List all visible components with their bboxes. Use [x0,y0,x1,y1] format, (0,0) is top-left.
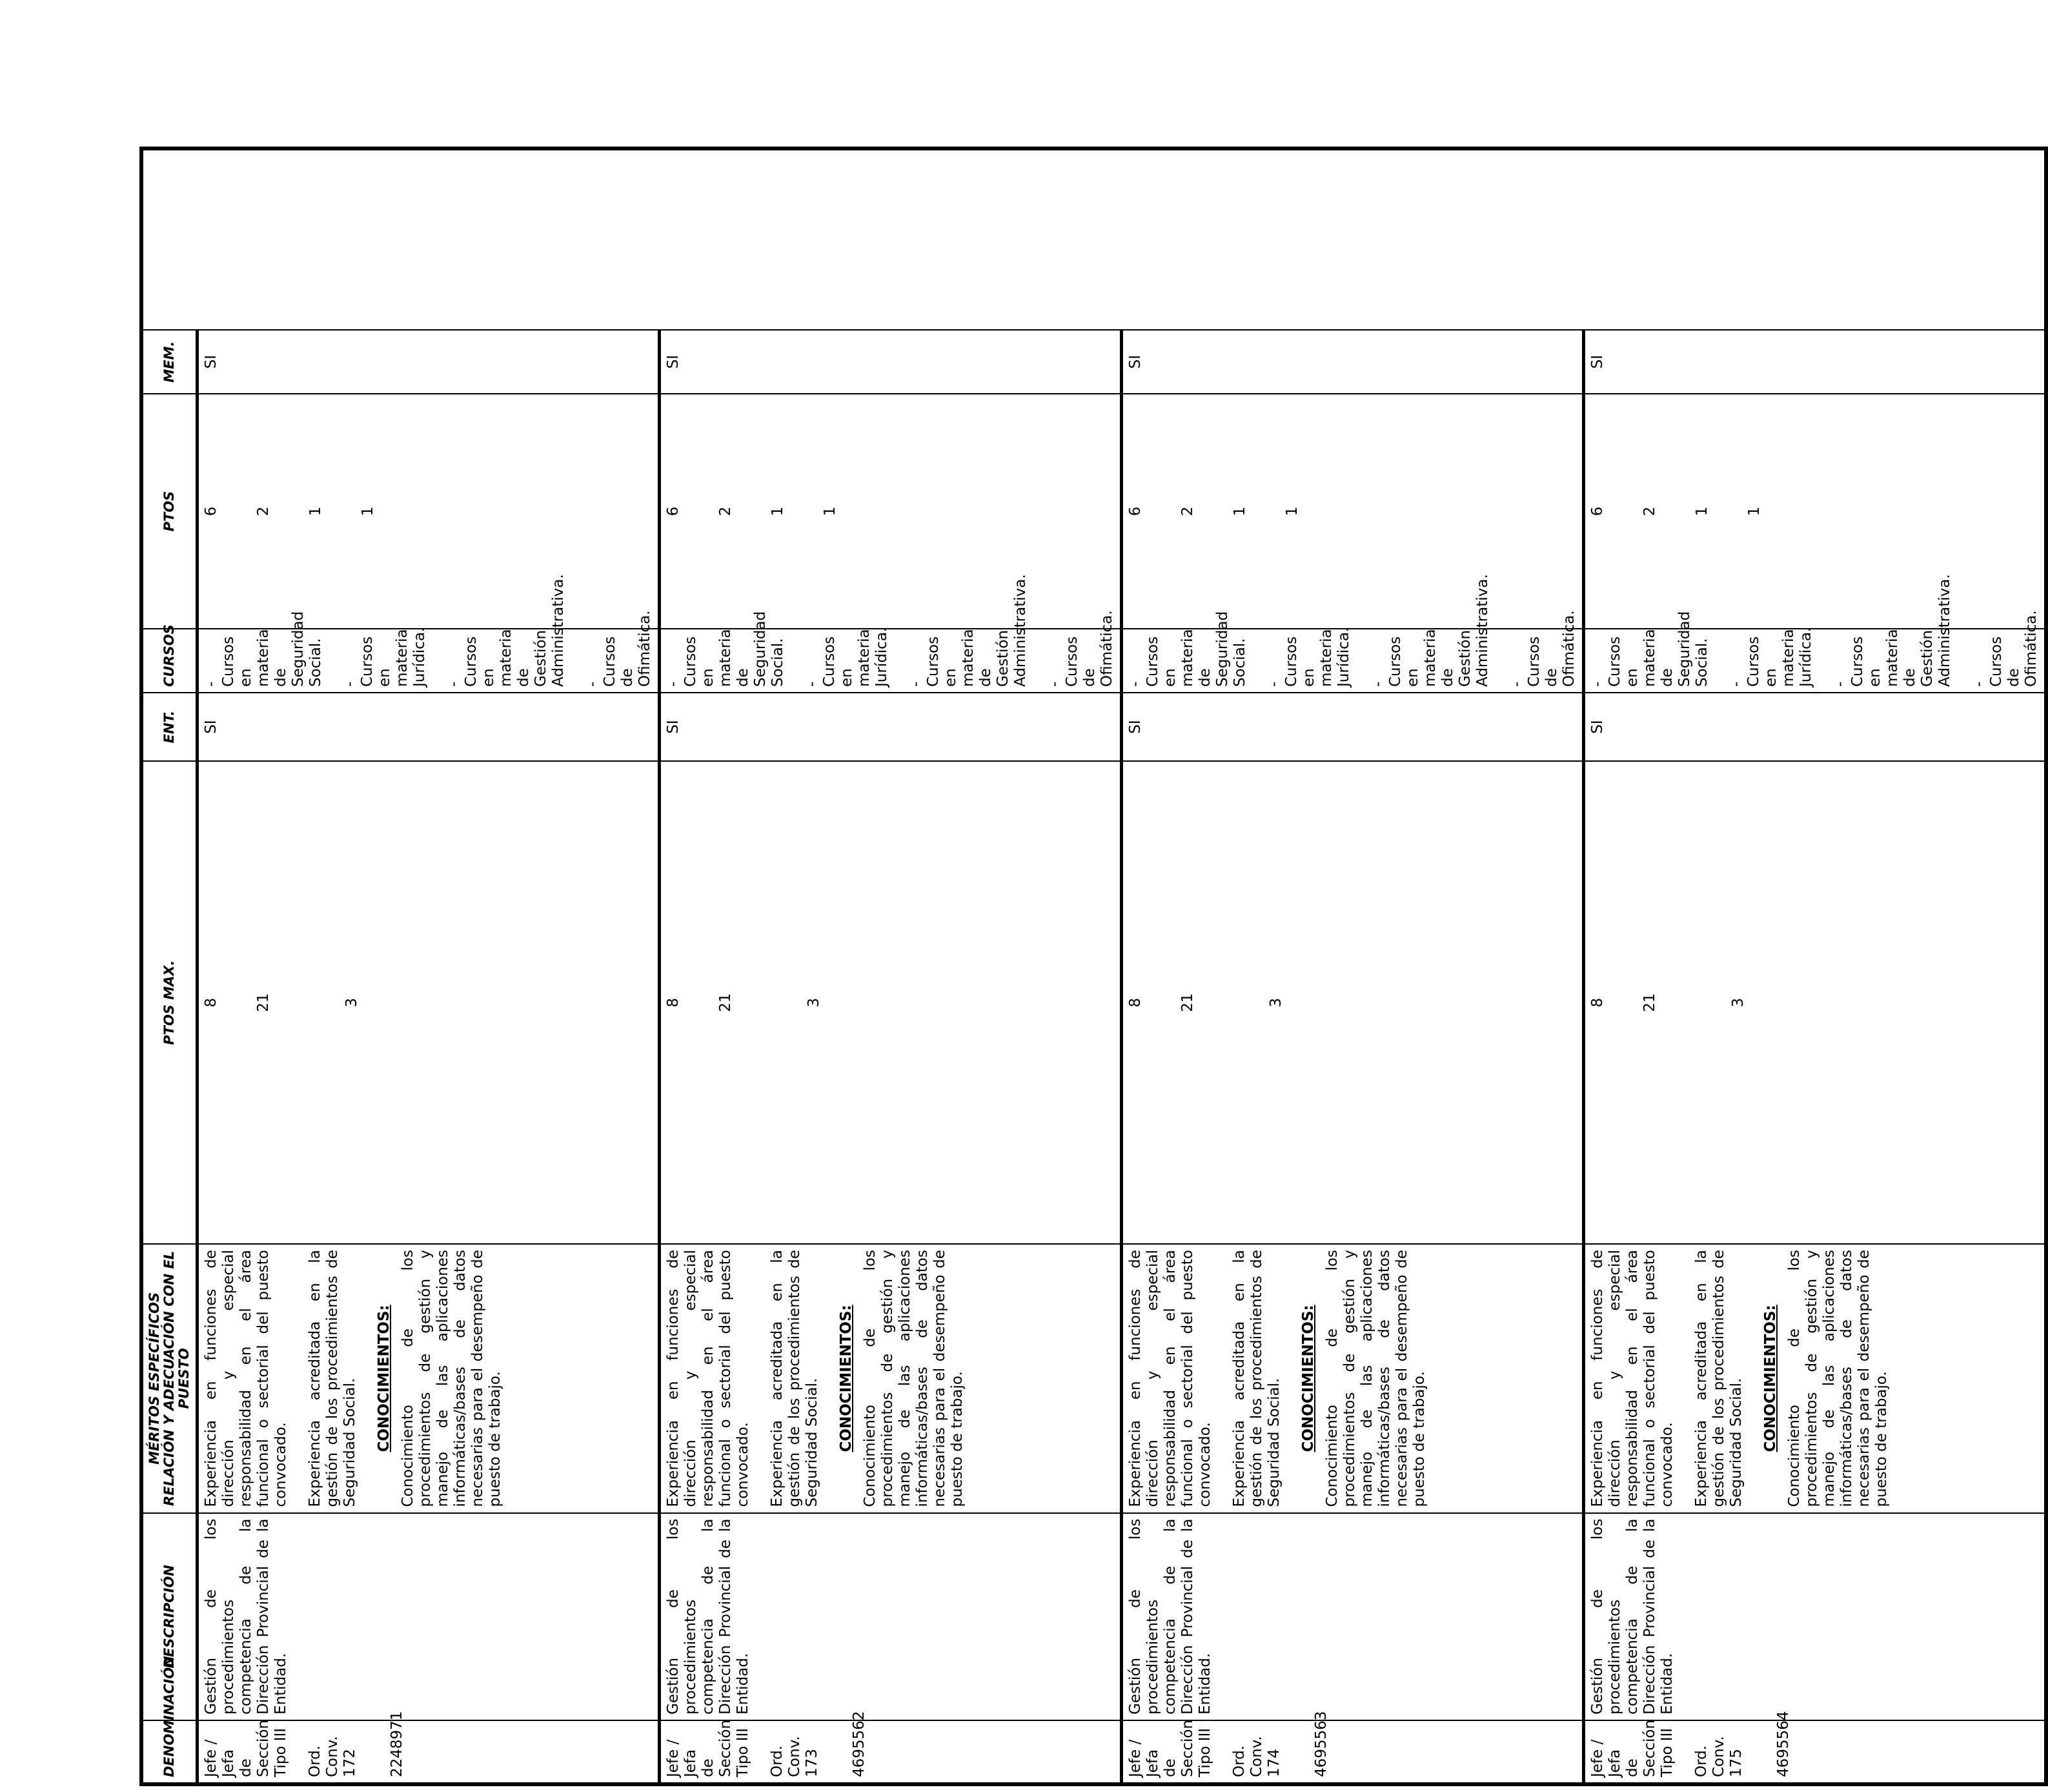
cell-denominacion [660,1711,1122,1784]
curso-item: -Cursos en materia Jurídica. [804,627,890,687]
curso-item: -Cursos en materia de Seguridad Social. [1127,611,1248,687]
cell-cursos [198,574,660,693]
merito-direccion: Experiencia en funciones de dirección y especial responsabilidad en el área funcional o sectorial del puesto convocado. [1127,1250,1213,1507]
ptos-max-value: 3 [806,997,822,1008]
ptos-value: 1 [769,506,786,516]
cell-denominacion [1584,1711,2047,1784]
curso-item: -Cursos en materia de Seguridad Social. [1589,611,1710,687]
cell-descripcion: Gestión de los procedimientos competencia de la Dirección Provincial de la Entidad. [198,1513,660,1720]
cell-ptos [660,394,1122,629]
header-mem: MEM. [141,330,198,394]
ptos-value: 1 [360,506,376,516]
codigo-text: 2248971 [389,1711,405,1777]
curso-item: -Cursos en materia de Seguridad Social. [203,611,324,687]
ord-conv-text: Ord. Conv. 173 [769,1736,820,1777]
ptos-value: 1 [307,506,324,516]
merito-experiencia: Experiencia acreditada en la gestión de los procedimientos de Seguridad Social. [1231,1250,1283,1507]
ptos-value: 1 [1232,506,1248,516]
curso-item: -Cursos en materia Jurídica. [1728,627,1814,687]
ptos-value: 1 [1746,506,1763,516]
cell-ptos-max [1584,761,2047,1244]
cell-ptos [1584,394,2047,629]
conocimientos-heading: CONOCIMIENTOS: [1762,1305,1779,1452]
cell-ptos [198,394,660,629]
cell-descripcion: Gestión de los procedimientos competencia de la Dirección Provincial de la Entidad. [1122,1513,1584,1720]
ptos-value: 2 [1641,506,1658,516]
cell-ent: SI [1584,693,2047,761]
merito-experiencia: Experiencia acreditada en la gestión de los procedimientos de Seguridad Social. [769,1250,820,1507]
cell-mem: SI [660,330,1122,394]
header-meritos-line1: MÉRITOS ESPECÍFICOS [147,1292,162,1465]
ptos-max-value: 8 [665,997,682,1008]
merito-conocimiento: Conocimiento de los procedimientos de gestión y manejo de las aplicaciones informáticas/bases de datos necesarias para el desempeño de puesto de trabajo. [400,1250,503,1507]
header-ptos: PTOS [141,394,198,629]
merito-direccion: Experiencia en funciones de dirección y especial responsabilidad en el área funcional o sectorial del puesto convocado. [203,1250,289,1507]
curso-item: -Cursos de Ofimática. [1971,610,2040,687]
ptos-value: 2 [1179,506,1196,516]
ord-conv-text: Ord. Conv. 174 [1231,1736,1283,1777]
curso-item: -Cursos en materia Jurídica. [1266,627,1352,687]
ptos-max-value: 8 [203,997,219,1008]
merito-experiencia: Experiencia acreditada en la gestión de los procedimientos de Seguridad Social. [1693,1250,1745,1507]
header-denominacion: DENOMINACIÓN [141,1720,198,1784]
cell-ptos [1122,394,1584,629]
ptos-value: 6 [1589,506,1606,516]
ptos-max-value: 3 [1268,997,1284,1008]
cell-mem: SI [198,330,660,394]
codigo-text: 4695562 [851,1711,867,1777]
cell-cursos [1122,574,1584,693]
table-row [660,148,1122,1784]
ptos-max-value: 21 [1641,993,1658,1012]
table-row [1584,148,2047,1784]
table-row [1122,148,1584,1784]
cell-denominacion [1122,1711,1584,1784]
cell-meritos [1122,1244,1584,1512]
conocimientos-heading: CONOCIMIENTOS: [376,1305,392,1452]
cell-ptos-max [198,761,660,1244]
cell-mem: SI [1122,330,1584,394]
cell-mem: SI [1584,330,2047,394]
cell-ent: SI [660,693,1122,761]
merito-conocimiento: Conocimiento de los procedimientos de gestión y manejo de las aplicaciones informáticas/bases de datos necesarias para el desempeño de puesto de trabajo. [1324,1250,1428,1507]
ord-conv-text: Ord. Conv. 172 [307,1736,358,1777]
merito-conocimiento: Conocimiento de los procedimientos de gestión y manejo de las aplicaciones informáticas/bases de datos necesarias para el desempeño de puesto de trabajo. [862,1250,966,1507]
ord-conv-text: Ord. Conv. 175 [1693,1736,1745,1777]
ptos-max-value: 8 [1127,997,1144,1008]
curso-item: -Cursos de Ofimática. [584,610,653,687]
cell-cursos [660,574,1122,693]
ptos-max-value: 8 [1589,997,1606,1008]
denominacion-text: Jefe / Jefa de Sección Tipo III [1589,1719,1676,1777]
conocimientos-heading: CONOCIMIENTOS: [1300,1305,1317,1452]
cell-cursos [1584,574,2047,693]
curso-item: -Cursos en materia de Gestión Administrativa. [1370,574,1491,687]
denominacion-text: Jefe / Jefa de Sección Tipo III [665,1719,751,1777]
header-row [141,148,198,1784]
header-ptos-max: PTOS MAX. [141,761,198,1244]
curso-item: -Cursos en materia de Gestión Administrativa. [445,574,567,687]
merito-direccion: Experiencia en funciones de dirección y especial responsabilidad en el área funcional o sectorial del puesto convocado. [1589,1250,1676,1507]
ptos-value: 6 [1127,506,1144,516]
ptos-value: 1 [1284,506,1301,516]
ptos-value: 1 [1694,506,1710,516]
cell-denominacion [198,1711,660,1784]
curso-item: -Cursos de Ofimática. [1046,610,1115,687]
ptos-value: 6 [203,506,219,516]
header-meritos-line2: RELACIÓN Y ADECUACIÓN CON EL PUESTO [161,1250,192,1506]
denominacion-text: Jefe / Jefa de Sección Tipo III [1127,1719,1213,1777]
ptos-value: 2 [717,506,734,516]
cell-descripcion: Gestión de los procedimientos competencia de la Dirección Provincial de la Entidad. [660,1513,1122,1720]
cell-meritos [198,1244,660,1512]
ptos-value: 6 [665,506,682,516]
codigo-text: 4695564 [1775,1711,1792,1777]
cell-ptos-max [660,761,1122,1244]
cell-ent: SI [198,693,660,761]
cell-meritos [1584,1244,2047,1512]
header-ent: ENT. [141,693,198,761]
curso-item: -Cursos en materia de Gestión Administrativa. [907,574,1029,687]
header-descripcion: DESCRIPCIÓN [141,1513,198,1720]
ptos-max-value: 3 [343,997,360,1008]
curso-item: -Cursos en materia Jurídica. [341,627,428,687]
merito-experiencia: Experiencia acreditada en la gestión de los procedimientos de Seguridad Social. [307,1250,358,1507]
cell-ent: SI [1122,693,1584,761]
ptos-max-value: 21 [717,993,734,1012]
ptos-value: 2 [255,506,272,516]
ptos-max-value: 21 [1179,993,1196,1012]
denominacion-text: Jefe / Jefa de Sección Tipo III [203,1719,289,1777]
cell-descripcion: Gestión de los procedimientos competencia de la Dirección Provincial de la Entidad. [1584,1513,2047,1720]
table-row [198,148,660,1784]
merits-table [139,147,2048,1786]
header-cursos: CURSOS [141,629,198,693]
ptos-max-value: 21 [255,993,272,1012]
curso-item: -Cursos en materia de Gestión Administrativa. [1832,574,1953,687]
ptos-max-value: 3 [1730,997,1747,1008]
cell-meritos [660,1244,1122,1512]
ptos-value: 1 [822,506,838,516]
merito-direccion: Experiencia en funciones de dirección y especial responsabilidad en el área funcional o sectorial del puesto convocado. [665,1250,751,1507]
cell-ptos-max [1122,761,1584,1244]
curso-item: -Cursos de Ofimática. [1508,610,1577,687]
codigo-text: 4695563 [1313,1711,1330,1777]
merito-conocimiento: Conocimiento de los procedimientos de gestión y manejo de las aplicaciones informáticas/bases de datos necesarias para el desempeño de puesto de trabajo. [1786,1250,1890,1507]
header-meritos [141,1244,198,1512]
conocimientos-heading: CONOCIMIENTOS: [838,1305,855,1452]
curso-item: -Cursos en materia de Seguridad Social. [665,611,786,687]
